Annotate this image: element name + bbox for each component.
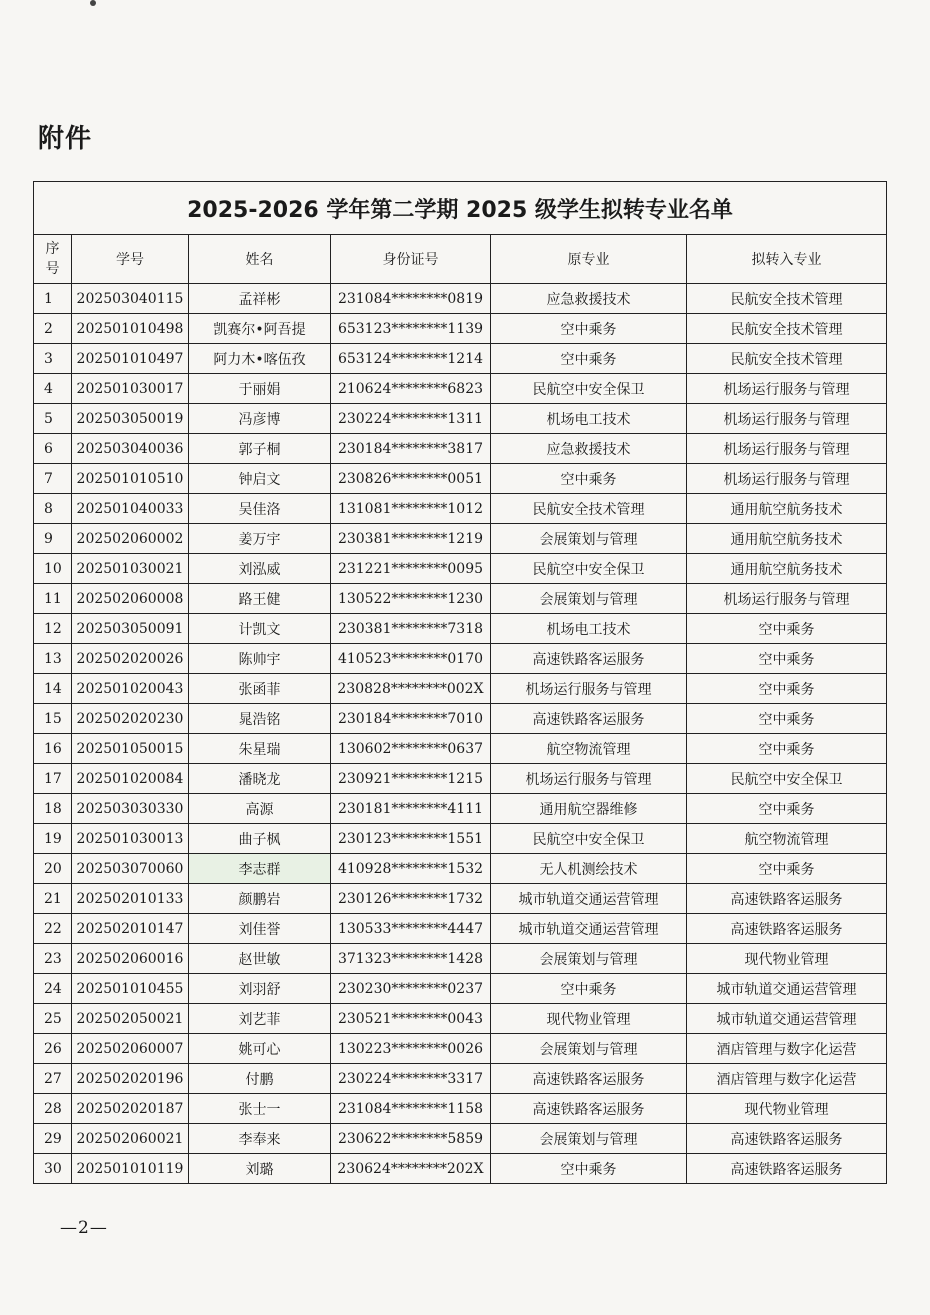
cell-id-number: 371323********1428 bbox=[331, 944, 491, 974]
cell-original-major: 高速铁路客运服务 bbox=[491, 1094, 687, 1124]
cell-id-number: 230230********0237 bbox=[331, 974, 491, 1004]
table-row bbox=[34, 914, 887, 944]
cell-id-number: 230826********0051 bbox=[331, 464, 491, 494]
cell-target-major: 空中乘务 bbox=[687, 854, 887, 884]
cell-original-major: 机场运行服务与管理 bbox=[491, 764, 687, 794]
cell-original-major: 高速铁路客运服务 bbox=[491, 1064, 687, 1094]
cell-seq: 22 bbox=[34, 914, 72, 944]
cell-seq: 30 bbox=[34, 1154, 72, 1184]
cell-student-id: 202501010510 bbox=[72, 464, 189, 494]
cell-student-id: 202502060008 bbox=[72, 584, 189, 614]
cell-original-major: 机场电工技术 bbox=[491, 614, 687, 644]
cell-name: 刘泓威 bbox=[189, 554, 331, 584]
cell-name: 张士一 bbox=[189, 1094, 331, 1124]
cell-seq: 11 bbox=[34, 584, 72, 614]
cell-student-id: 202502020196 bbox=[72, 1064, 189, 1094]
table-row bbox=[34, 974, 887, 1004]
cell-original-major: 应急救援技术 bbox=[491, 434, 687, 464]
cell-student-id: 202502010133 bbox=[72, 884, 189, 914]
cell-original-major: 空中乘务 bbox=[491, 464, 687, 494]
cell-target-major: 高速铁路客运服务 bbox=[687, 1154, 887, 1184]
cell-target-major: 空中乘务 bbox=[687, 704, 887, 734]
cell-target-major: 城市轨道交通运营管理 bbox=[687, 974, 887, 1004]
table-row bbox=[34, 374, 887, 404]
cell-seq: 25 bbox=[34, 1004, 72, 1034]
cell-original-major: 无人机测绘技术 bbox=[491, 854, 687, 884]
cell-name: 李奉来 bbox=[189, 1124, 331, 1154]
cell-id-number: 230521********0043 bbox=[331, 1004, 491, 1034]
cell-original-major: 城市轨道交通运营管理 bbox=[491, 914, 687, 944]
cell-target-major: 现代物业管理 bbox=[687, 944, 887, 974]
cell-target-major: 高速铁路客运服务 bbox=[687, 1124, 887, 1154]
cell-student-id: 202502020026 bbox=[72, 644, 189, 674]
table-row bbox=[34, 284, 887, 314]
cell-target-major: 空中乘务 bbox=[687, 734, 887, 764]
cell-seq: 10 bbox=[34, 554, 72, 584]
cell-original-major: 会展策划与管理 bbox=[491, 944, 687, 974]
cell-target-major: 机场运行服务与管理 bbox=[687, 434, 887, 464]
cell-name: 郭子桐 bbox=[189, 434, 331, 464]
cell-id-number: 653123********1139 bbox=[331, 314, 491, 344]
cell-target-major: 机场运行服务与管理 bbox=[687, 374, 887, 404]
cell-seq: 6 bbox=[34, 434, 72, 464]
table-row bbox=[34, 704, 887, 734]
cell-target-major: 航空物流管理 bbox=[687, 824, 887, 854]
cell-name: 高源 bbox=[189, 794, 331, 824]
cell-student-id: 202503050019 bbox=[72, 404, 189, 434]
cell-id-number: 130533********4447 bbox=[331, 914, 491, 944]
table-row bbox=[34, 944, 887, 974]
cell-seq: 15 bbox=[34, 704, 72, 734]
cell-seq: 2 bbox=[34, 314, 72, 344]
cell-name: 朱星瑞 bbox=[189, 734, 331, 764]
cell-seq: 4 bbox=[34, 374, 72, 404]
cell-seq: 29 bbox=[34, 1124, 72, 1154]
cell-original-major: 会展策划与管理 bbox=[491, 1124, 687, 1154]
table-row bbox=[34, 764, 887, 794]
cell-name: 晁浩铭 bbox=[189, 704, 331, 734]
cell-target-major: 空中乘务 bbox=[687, 674, 887, 704]
cell-student-id: 202502060016 bbox=[72, 944, 189, 974]
cell-id-number: 653124********1214 bbox=[331, 344, 491, 374]
cell-id-number: 230622********5859 bbox=[331, 1124, 491, 1154]
cell-student-id: 202502020187 bbox=[72, 1094, 189, 1124]
cell-original-major: 应急救援技术 bbox=[491, 284, 687, 314]
table-row bbox=[34, 674, 887, 704]
table-row bbox=[34, 734, 887, 764]
cell-target-major: 通用航空航务技术 bbox=[687, 494, 887, 524]
table-title: 2025-2026 学年第二学期 2025 级学生拟转专业名单 bbox=[34, 182, 887, 235]
cell-student-id: 202501020043 bbox=[72, 674, 189, 704]
cell-name: 冯彦博 bbox=[189, 404, 331, 434]
cell-id-number: 230224********3317 bbox=[331, 1064, 491, 1094]
cell-seq: 24 bbox=[34, 974, 72, 1004]
table-row bbox=[34, 1064, 887, 1094]
cell-original-major: 机场运行服务与管理 bbox=[491, 674, 687, 704]
table-header-row bbox=[34, 235, 887, 284]
cell-target-major: 空中乘务 bbox=[687, 614, 887, 644]
header-seq-label: 序号 bbox=[45, 241, 60, 277]
cell-target-major: 现代物业管理 bbox=[687, 1094, 887, 1124]
cell-original-major: 高速铁路客运服务 bbox=[491, 704, 687, 734]
table-row bbox=[34, 314, 887, 344]
cell-target-major: 民航安全技术管理 bbox=[687, 314, 887, 344]
cell-target-major: 高速铁路客运服务 bbox=[687, 914, 887, 944]
cell-id-number: 410928********1532 bbox=[331, 854, 491, 884]
cell-original-major: 航空物流管理 bbox=[491, 734, 687, 764]
cell-name: 刘艺菲 bbox=[189, 1004, 331, 1034]
cell-id-number: 231084********1158 bbox=[331, 1094, 491, 1124]
cell-student-id: 202501010498 bbox=[72, 314, 189, 344]
cell-name: 阿力木•喀伍孜 bbox=[189, 344, 331, 374]
cell-target-major: 酒店管理与数字化运营 bbox=[687, 1064, 887, 1094]
cell-original-major: 城市轨道交通运营管理 bbox=[491, 884, 687, 914]
cell-student-id: 202502060007 bbox=[72, 1034, 189, 1064]
cell-id-number: 230181********4111 bbox=[331, 794, 491, 824]
cell-target-major: 机场运行服务与管理 bbox=[687, 584, 887, 614]
cell-seq: 12 bbox=[34, 614, 72, 644]
cell-student-id: 202501010497 bbox=[72, 344, 189, 374]
cell-name: 赵世敏 bbox=[189, 944, 331, 974]
cell-name: 潘晓龙 bbox=[189, 764, 331, 794]
table-row bbox=[34, 1154, 887, 1184]
cell-original-major: 高速铁路客运服务 bbox=[491, 644, 687, 674]
cell-student-id: 202501020084 bbox=[72, 764, 189, 794]
cell-student-id: 202502010147 bbox=[72, 914, 189, 944]
cell-seq: 9 bbox=[34, 524, 72, 554]
cell-original-major: 现代物业管理 bbox=[491, 1004, 687, 1034]
cell-name: 钟启文 bbox=[189, 464, 331, 494]
cell-id-number: 230184********7010 bbox=[331, 704, 491, 734]
header-name: 姓名 bbox=[189, 235, 331, 284]
cell-name: 计凯文 bbox=[189, 614, 331, 644]
transfer-list-table bbox=[33, 181, 887, 1184]
cell-target-major: 通用航空航务技术 bbox=[687, 554, 887, 584]
cell-student-id: 202501010119 bbox=[72, 1154, 189, 1184]
cell-id-number: 210624********6823 bbox=[331, 374, 491, 404]
table-row bbox=[34, 824, 887, 854]
cell-student-id: 202503040036 bbox=[72, 434, 189, 464]
cell-name: 刘羽舒 bbox=[189, 974, 331, 1004]
cell-target-major: 城市轨道交通运营管理 bbox=[687, 1004, 887, 1034]
cell-name: 吴佳洛 bbox=[189, 494, 331, 524]
cell-id-number: 230921********1215 bbox=[331, 764, 491, 794]
cell-name: 刘佳誉 bbox=[189, 914, 331, 944]
cell-student-id: 202503070060 bbox=[72, 854, 189, 884]
cell-id-number: 230381********1219 bbox=[331, 524, 491, 554]
cell-original-major: 会展策划与管理 bbox=[491, 524, 687, 554]
cell-student-id: 202501030021 bbox=[72, 554, 189, 584]
cell-name: 刘璐 bbox=[189, 1154, 331, 1184]
cell-id-number: 130522********1230 bbox=[331, 584, 491, 614]
cell-name: 陈帅宇 bbox=[189, 644, 331, 674]
header-seq bbox=[34, 235, 72, 284]
header-id-number: 身份证号 bbox=[331, 235, 491, 284]
attachment-label: 附件 bbox=[38, 124, 93, 154]
cell-seq: 3 bbox=[34, 344, 72, 374]
cell-seq: 13 bbox=[34, 644, 72, 674]
cell-id-number: 230184********3817 bbox=[331, 434, 491, 464]
header-student-id: 学号 bbox=[72, 235, 189, 284]
table-row bbox=[34, 644, 887, 674]
table-row bbox=[34, 1034, 887, 1064]
table-row bbox=[34, 1004, 887, 1034]
cell-id-number: 130223********0026 bbox=[331, 1034, 491, 1064]
cell-target-major: 民航空中安全保卫 bbox=[687, 764, 887, 794]
cell-seq: 28 bbox=[34, 1094, 72, 1124]
cell-original-major: 会展策划与管理 bbox=[491, 1034, 687, 1064]
cell-seq: 16 bbox=[34, 734, 72, 764]
table-row bbox=[34, 494, 887, 524]
cell-student-id: 202502050021 bbox=[72, 1004, 189, 1034]
cell-seq: 26 bbox=[34, 1034, 72, 1064]
cell-original-major: 会展策划与管理 bbox=[491, 584, 687, 614]
cell-seq: 21 bbox=[34, 884, 72, 914]
cell-seq: 19 bbox=[34, 824, 72, 854]
cell-id-number: 231221********0095 bbox=[331, 554, 491, 584]
cell-original-major: 民航空中安全保卫 bbox=[491, 374, 687, 404]
cell-id-number: 231084********0819 bbox=[331, 284, 491, 314]
header-original-major: 原专业 bbox=[491, 235, 687, 284]
cell-seq: 7 bbox=[34, 464, 72, 494]
cell-name: 颜鹏岩 bbox=[189, 884, 331, 914]
page-number: —2— bbox=[60, 1218, 108, 1238]
table-row bbox=[34, 1094, 887, 1124]
cell-seq: 5 bbox=[34, 404, 72, 434]
cell-id-number: 410523********0170 bbox=[331, 644, 491, 674]
table-row bbox=[34, 554, 887, 584]
cell-seq: 20 bbox=[34, 854, 72, 884]
cell-target-major: 机场运行服务与管理 bbox=[687, 464, 887, 494]
cell-target-major: 高速铁路客运服务 bbox=[687, 884, 887, 914]
cell-target-major: 民航安全技术管理 bbox=[687, 284, 887, 314]
cell-target-major: 民航安全技术管理 bbox=[687, 344, 887, 374]
cell-original-major: 民航安全技术管理 bbox=[491, 494, 687, 524]
cell-seq: 18 bbox=[34, 794, 72, 824]
cell-student-id: 202502060002 bbox=[72, 524, 189, 554]
cell-id-number: 230126********1732 bbox=[331, 884, 491, 914]
cell-seq: 27 bbox=[34, 1064, 72, 1094]
cell-student-id: 202503040115 bbox=[72, 284, 189, 314]
table-row bbox=[34, 884, 887, 914]
cell-name: 张函菲 bbox=[189, 674, 331, 704]
table-row bbox=[34, 464, 887, 494]
cell-name: 姚可心 bbox=[189, 1034, 331, 1064]
table-row bbox=[34, 404, 887, 434]
cell-target-major: 机场运行服务与管理 bbox=[687, 404, 887, 434]
cell-id-number: 230624********202X bbox=[331, 1154, 491, 1184]
cell-original-major: 民航空中安全保卫 bbox=[491, 824, 687, 854]
cell-seq: 23 bbox=[34, 944, 72, 974]
cell-seq: 17 bbox=[34, 764, 72, 794]
cell-original-major: 空中乘务 bbox=[491, 314, 687, 344]
cell-original-major: 空中乘务 bbox=[491, 974, 687, 1004]
cell-name: 李志群 bbox=[189, 854, 331, 884]
cell-target-major: 空中乘务 bbox=[687, 644, 887, 674]
cell-target-major: 酒店管理与数字化运营 bbox=[687, 1034, 887, 1064]
table-row bbox=[34, 584, 887, 614]
cell-id-number: 230224********1311 bbox=[331, 404, 491, 434]
cell-student-id: 202501050015 bbox=[72, 734, 189, 764]
cell-student-id: 202503030330 bbox=[72, 794, 189, 824]
table-row bbox=[34, 1124, 887, 1154]
header-target-major: 拟转入专业 bbox=[687, 235, 887, 284]
cell-target-major: 通用航空航务技术 bbox=[687, 524, 887, 554]
cell-student-id: 202501030017 bbox=[72, 374, 189, 404]
cell-seq: 1 bbox=[34, 284, 72, 314]
cell-student-id: 202501030013 bbox=[72, 824, 189, 854]
cell-name: 曲子枫 bbox=[189, 824, 331, 854]
cell-name: 付鹏 bbox=[189, 1064, 331, 1094]
cell-id-number: 230828********002X bbox=[331, 674, 491, 704]
cell-original-major: 民航空中安全保卫 bbox=[491, 554, 687, 584]
cell-seq: 14 bbox=[34, 674, 72, 704]
cell-id-number: 230123********1551 bbox=[331, 824, 491, 854]
cell-name: 路王健 bbox=[189, 584, 331, 614]
cell-original-major: 通用航空器维修 bbox=[491, 794, 687, 824]
cell-name: 于丽娟 bbox=[189, 374, 331, 404]
cell-original-major: 空中乘务 bbox=[491, 344, 687, 374]
cell-name: 孟祥彬 bbox=[189, 284, 331, 314]
table-row bbox=[34, 524, 887, 554]
table-row bbox=[34, 434, 887, 464]
table-row bbox=[34, 614, 887, 644]
cell-original-major: 空中乘务 bbox=[491, 1154, 687, 1184]
cell-student-id: 202501040033 bbox=[72, 494, 189, 524]
cell-student-id: 202502060021 bbox=[72, 1124, 189, 1154]
cell-name: 凯赛尔•阿吾提 bbox=[189, 314, 331, 344]
cell-target-major: 空中乘务 bbox=[687, 794, 887, 824]
cell-original-major: 机场电工技术 bbox=[491, 404, 687, 434]
cell-student-id: 202503050091 bbox=[72, 614, 189, 644]
table-body bbox=[34, 284, 887, 1184]
cell-student-id: 202501010455 bbox=[72, 974, 189, 1004]
table-row bbox=[34, 854, 887, 884]
cell-student-id: 202502020230 bbox=[72, 704, 189, 734]
cell-id-number: 230381********7318 bbox=[331, 614, 491, 644]
cell-name: 姜万宇 bbox=[189, 524, 331, 554]
table-row bbox=[34, 344, 887, 374]
cell-id-number: 131081********1012 bbox=[331, 494, 491, 524]
scan-speck bbox=[90, 0, 96, 6]
table-row bbox=[34, 794, 887, 824]
cell-id-number: 130602********0637 bbox=[331, 734, 491, 764]
cell-seq: 8 bbox=[34, 494, 72, 524]
